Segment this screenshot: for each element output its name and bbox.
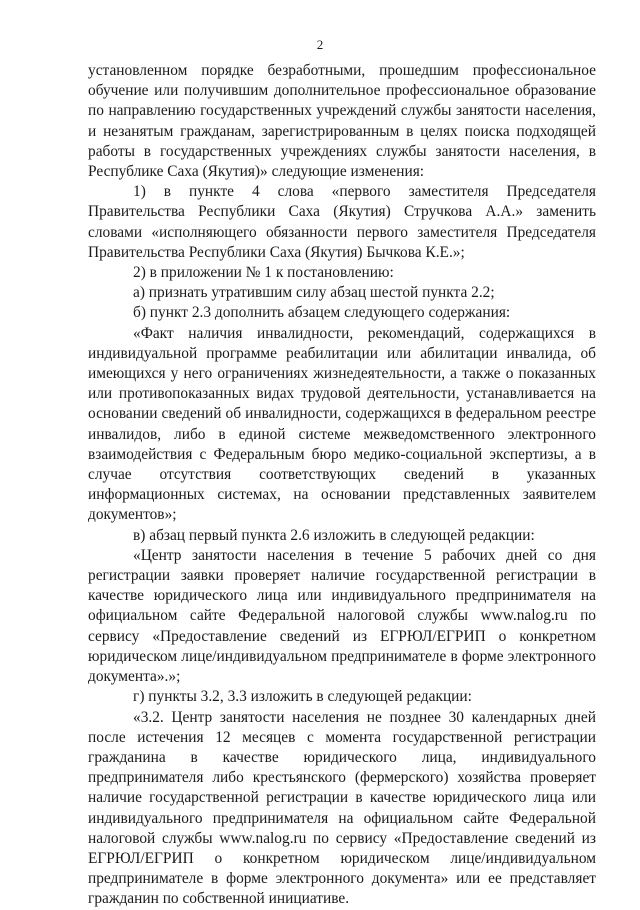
paragraph-intro: установленном порядке безработными, прошедшим профессиональное обучение или получившим дополнительное профессиональное образование по направлению государственных учреждений службы занятости населения, и незанятым гражданам, зарегистрированным в целях поиска подходящей работы в государственных учреждениях службы занятости населения, в Республике Саха (Якутия)» следующие изменения: bbox=[88, 62, 596, 181]
paragraph-sub-v: в) абзац первый пункта 2.6 изложить в следующей редакции: bbox=[133, 526, 535, 544]
paragraph-sub-a: а) признать утратившим силу абзац шестой пункта 2.2; bbox=[133, 284, 495, 302]
paragraph-quote-employment-center: «Центр занятости населения в течение 5 рабочих дней со дня регистрации заявки проверяет наличие государственной регистрации в качестве юридического лица или индивидуального предпринимателя на официальном сайте Федеральной налоговой службы www.nalog.ru по сервису «Предоставление сведений из ЕГРЮЛ/ЕГРИП о конкретном юридическом лице/индивидуальном предпринимателе в форме электронного документа».»; bbox=[88, 546, 596, 686]
paragraph-sub-b: б) пункт 2.3 дополнить абзацем следующего содержания: bbox=[133, 304, 511, 322]
paragraph-sub-g: г) пункты 3.2, 3.3 изложить в следующей редакции: bbox=[133, 688, 472, 706]
paragraph-quote-disability: «Факт наличия инвалидности, рекомендаций, содержащихся в индивидуальной программе реабилитации или абилитации инвалида, об имеющихся у него ограничениях жизнедеятельности, а также о показанных или противопоказанных видах трудовой деятельности, устанавливается на основании сведений об инвалидности, содержащихся в федеральном реестре инвалидов, либо в единой системе межведомственного электронного взаимодействия с Федеральным бюро медико-социальной экспертизы, а в случае отсутствия соответствующих сведений в указанных информационных системах, на основании представленных заявителем документов»; bbox=[88, 324, 596, 524]
document-body bbox=[88, 61, 596, 910]
paragraph-item-1: 1) в пункте 4 слова «первого заместителя Председателя Правительства Республики Саха (Якутия) Стручкова А.А.» заменить словами «исполняющего обязанности первого заместителя Председателя Правительства Республики Саха (Якутия) Бычкова К.Е.»; bbox=[88, 183, 596, 261]
paragraph-quote-3-2: «3.2. Центр занятости населения не позднее 30 календарных дней после истечения 12 месяцев с момента государственной регистрации гражданина в качестве юридического лица, индивидуального предпринимателя либо крестьянского (фермерского) хозяйства проверяет наличие государственной регистрации в качестве юридического лица или индивидуального предпринимателя на официальном сайте Федеральной налоговой службы www.nalog.ru по сервису «Предоставление сведений из ЕГРЮЛ/ЕГРИП о конкретном юридическом лице/индивидуальном предпринимателе в форме электронного документа» или ее представляет гражданин по собственной инициативе. bbox=[88, 708, 596, 908]
page-number: 2 bbox=[316, 37, 324, 52]
paragraph-item-2: 2) в приложении № 1 к постановлению: bbox=[133, 264, 394, 282]
